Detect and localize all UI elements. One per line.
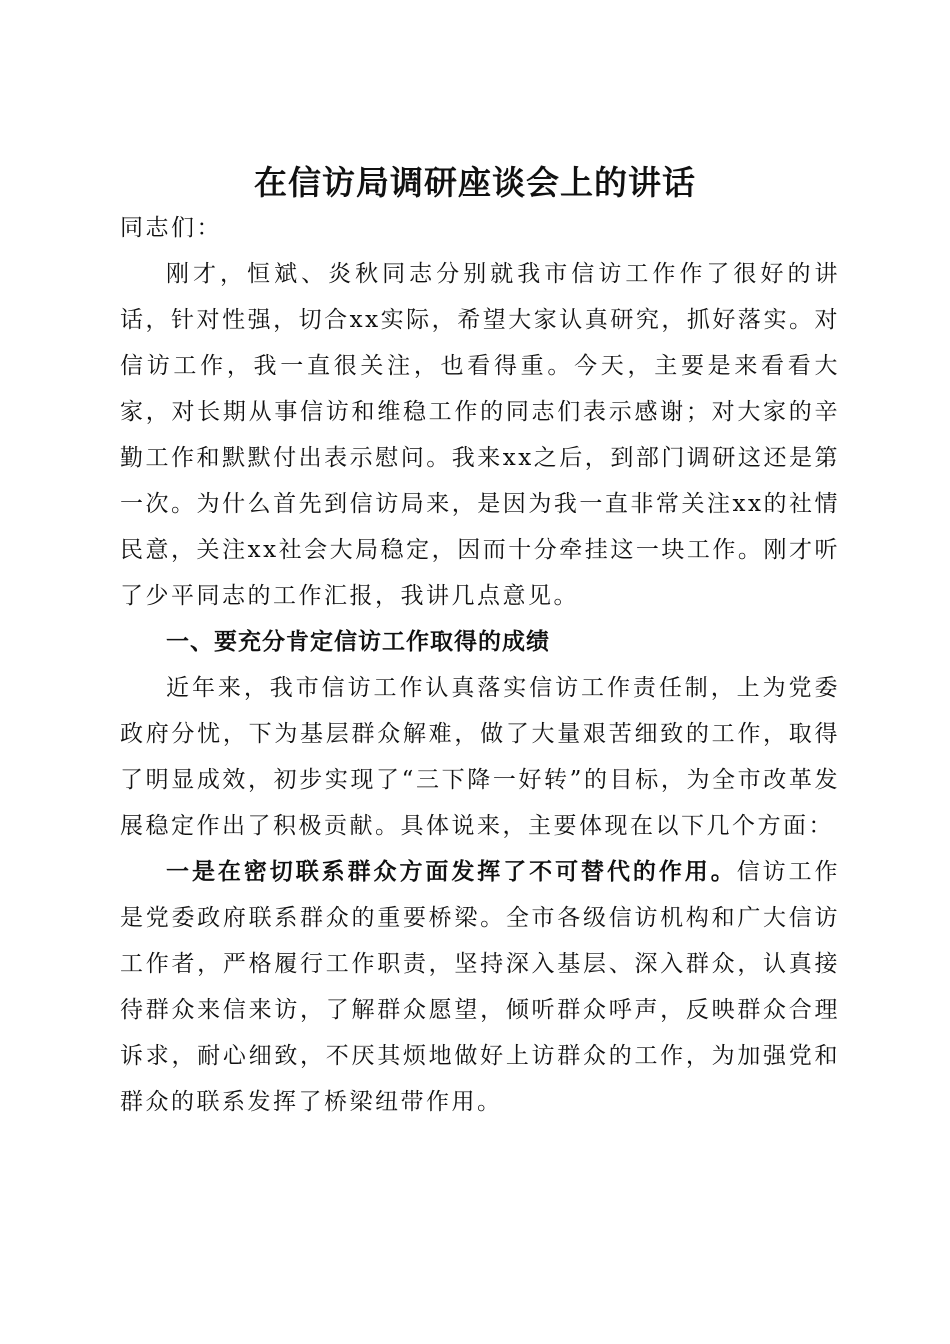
- document-body: [120, 205, 840, 1125]
- section-heading-1: 一、要充分肯定信访工作取得的成绩: [166, 629, 550, 655]
- paragraph-point-one-lead: 一是在密切联系群众方面发挥了不可替代的作用。: [166, 858, 737, 885]
- salutation: 同志们：: [120, 215, 222, 241]
- paragraph-point-one-body: 信访工作是党委政府联系群众的重要桥梁。全市各级信访机构和广大信访工作者，严格履行工作职责，坚持深入基层、深入群众，认真接待群众来信来访，了解群众愿望，倾听群众呼声，反映群众合理诉求，耐心细致，不厌其烦地做好上访群众的工作，为加强党和群众的联系发挥了桥梁纽带作用。: [120, 859, 841, 1115]
- paragraph-achievements-intro: 近年来，我市信访工作认真落实信访工作责任制，上为党委政府分忧，下为基层群众解难，做了大量艰苦细致的工作，取得了明显成效，初步实现了“三下降一好转”的目标，为全市改革发展稳定作出了积极贡献。具体说来，主要体现在以下几个方面：: [120, 675, 840, 839]
- paragraph-opening: 刚才，恒斌、炎秋同志分别就我市信访工作作了很好的讲话，针对性强，切合xx实际，希望大家认真研究，抓好落实。对信访工作，我一直很关注，也看得重。今天，主要是来看看大家，对长期从事信访和维稳工作的同志们表示感谢；对大家的辛勤工作和默默付出表示慰问。我来xx之后，到部门调研这还是第一次。为什么首先到信访局来，是因为我一直非常关注xx的社情民意，关注xx社会大局稳定，因而十分牵挂这一块工作。刚才听了少平同志的工作汇报，我讲几点意见。: [120, 261, 840, 609]
- paragraph-point-one: [120, 849, 840, 1125]
- document-title: 在信访局调研座谈会上的讲话: [254, 163, 696, 203]
